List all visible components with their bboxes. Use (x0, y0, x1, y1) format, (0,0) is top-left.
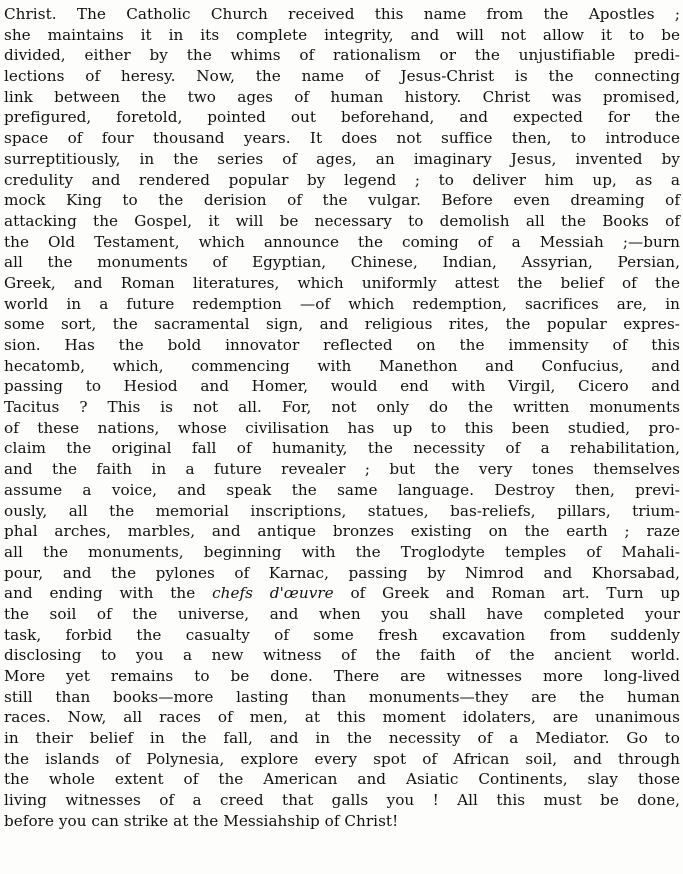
text-line: ously, all the memorial inscriptions, statues, bas-reliefs, pillars, trium- (4, 501, 680, 520)
text-line: in their belief in the fall, and in the necessity of a Mediator. Go to (4, 729, 680, 748)
text-line: the soil of the universe, and when you shall have completed your (4, 604, 680, 623)
italic-phrase: chefs d'œuvre (212, 584, 334, 603)
text-line: races. Now, all races of men, at this moment idolaters, are unanimous (4, 708, 680, 727)
text-line: credulity and rendered popular by legend ; to deliver him up, as a (4, 170, 680, 189)
text-line: attacking the Gospel, it will be necessary to demolish all the Books of (4, 211, 680, 230)
text-line (4, 583, 680, 604)
text-line: sion. Has the bold innovator reflected on the immensity of this (4, 336, 680, 354)
text-line: still than books—more lasting than monuments—they are the human (4, 687, 680, 706)
text-line: all the monuments, beginning with the Troglodyte temples of Mahali- (4, 542, 680, 561)
text-line: surreptitiously, in the series of ages, an imaginary Jesus, invented by (4, 149, 680, 168)
text-line: mock King to the derision of the vulgar. Before even dreaming of (4, 191, 680, 210)
text-line: disclosing to you a new witness of the faith of the ancient world. (4, 646, 680, 665)
text-line: space of four thousand years. It does not suffice then, to introduce (4, 129, 680, 148)
text-line: task, forbid the casualty of some fresh excavation from suddenly (4, 625, 680, 644)
text-line: world in a future redemption —of which redemption, sacrifices are, in (4, 294, 680, 313)
text-line: phal arches, marbles, and antique bronzes existing on the earth ; raze (4, 522, 680, 541)
text-line: link between the two ages of human history. Christ was promised, (4, 87, 680, 106)
text-line: Greek, and Roman literatures, which uniformly attest the belief of the (4, 273, 680, 292)
text-line: assume a voice, and speak the same language. Destroy then, previ- (4, 480, 680, 499)
text-line: divided, either by the whims of rationalism or the unjustifiable predi- (4, 46, 680, 65)
text-fragment: of Greek and Roman art. Turn up (333, 584, 680, 603)
text-line: claim the original fall of humanity, the necessity of a rehabilitation, (4, 439, 680, 458)
text-line: she maintains it in its complete integrity, and will not allow it to be (4, 25, 680, 44)
text-line: pour, and the pylones of Karnac, passing by Nimrod and Khorsabad, (4, 563, 680, 582)
text-line: hecatomb, which, commencing with Manethon and Confucius, and (4, 356, 680, 375)
text-line: of these nations, whose civilisation has up to this been studied, pro- (4, 418, 680, 437)
text-line: the Old Testament, which announce the coming of a Messiah ;—burn (4, 232, 680, 251)
text-line: prefigured, foretold, pointed out beforehand, and expected for the (4, 108, 680, 127)
text-line: the whole extent of the American and Asiatic Continents, slay those (4, 770, 680, 789)
text-line: Tacitus ? This is not all. For, not only do the written monuments (4, 398, 680, 417)
text-line: all the monuments of Egyptian, Chinese, Indian, Assyrian, Persian, (4, 253, 680, 272)
text-line: Christ. The Catholic Church received this name from the Apostles ; (4, 5, 680, 23)
text-line: living witnesses of a creed that galls you ! All this must be done, (4, 791, 680, 810)
text-line: the islands of Polynesia, explore every spot of African soil, and through (4, 749, 680, 768)
text-line: and the faith in a future revealer ; but the very tones themselves (4, 460, 680, 479)
article-body (4, 4, 680, 832)
text-line: More yet remains to be done. There are witnesses more long-lived (4, 667, 680, 685)
text-line: before you can strike at the Messiahship of Christ! (4, 811, 399, 830)
text-fragment: and ending with the (4, 584, 213, 603)
text-line: some sort, the sacramental sign, and religious rites, the popular expres- (4, 315, 680, 334)
text-line: lections of heresy. Now, the name of Jesus-Christ is the connecting (4, 67, 680, 86)
text-line: passing to Hesiod and Homer, would end with Virgil, Cicero and (4, 377, 680, 396)
